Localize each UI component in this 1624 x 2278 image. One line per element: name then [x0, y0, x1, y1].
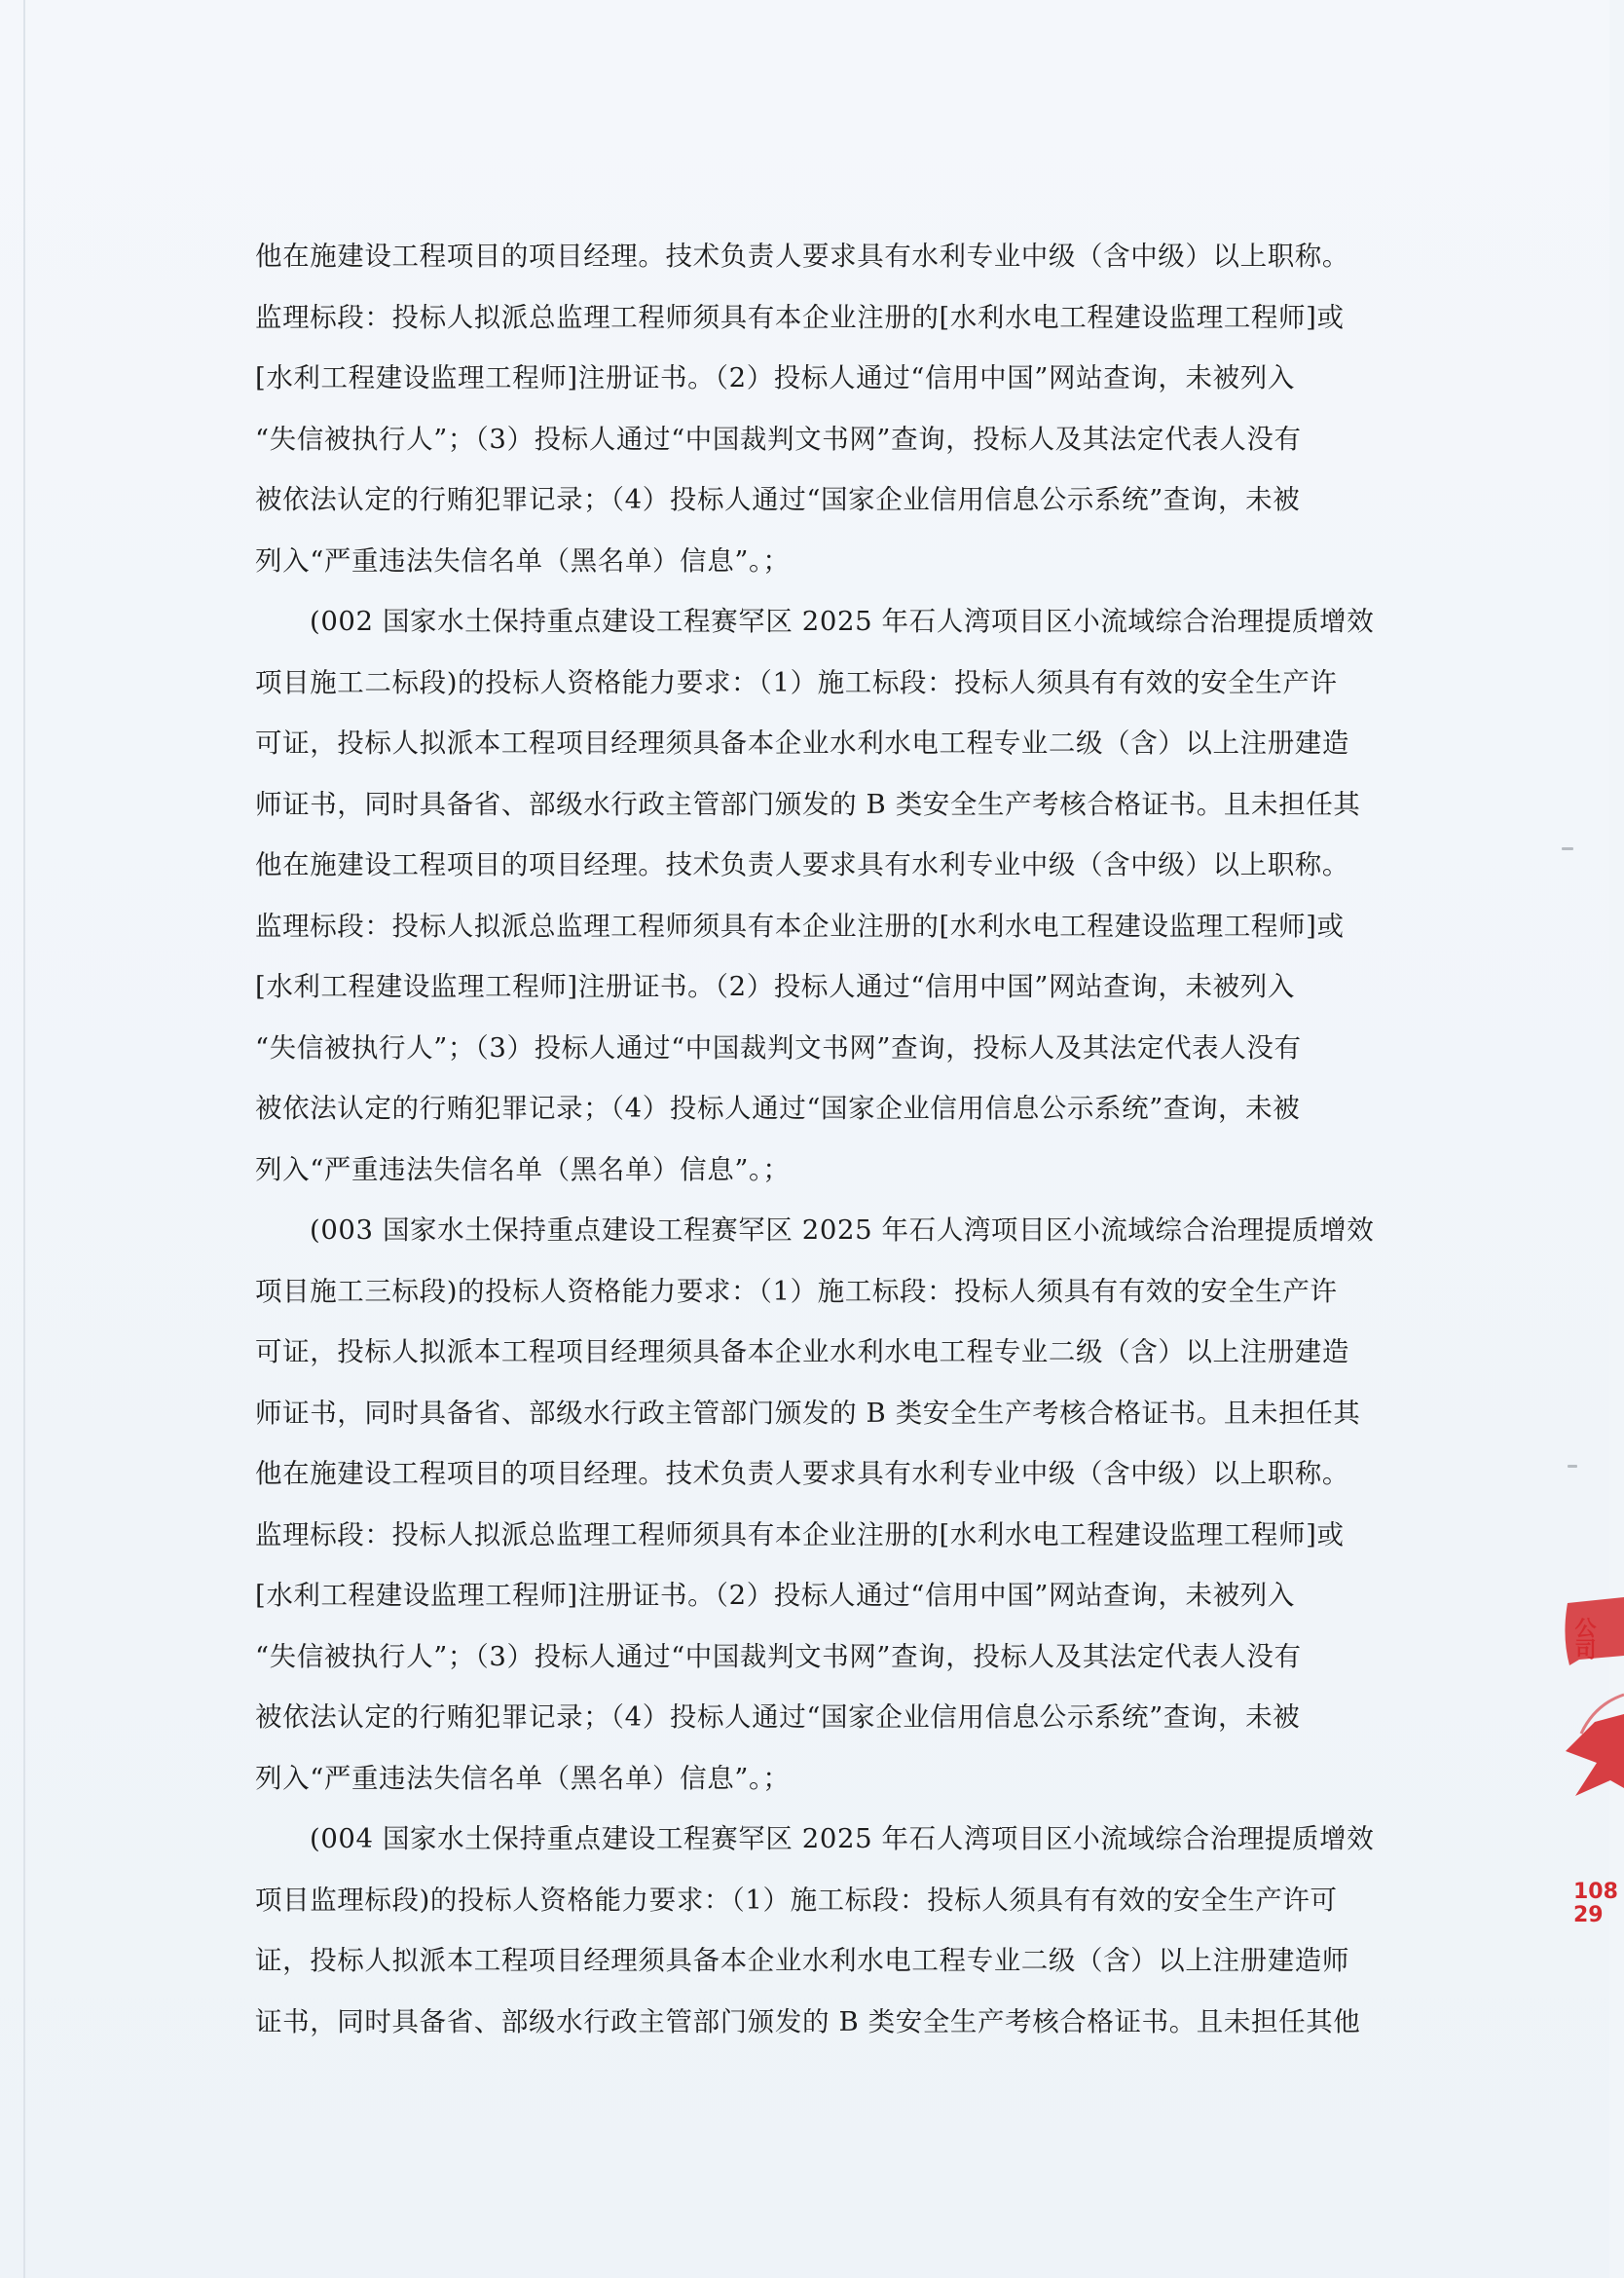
- text-line: “失信被执行人”；（3）投标人通过“中国裁判文书网”查询，投标人及其法定代表人没有: [255, 423, 1302, 455]
- text-line: 项目施工二标段)的投标人资格能力要求：（1）施工标段：投标人须具有有效的安全生产许: [255, 666, 1338, 698]
- text-line: 项目施工三标段)的投标人资格能力要求：（1）施工标段：投标人须具有有效的安全生产许: [255, 1275, 1338, 1307]
- scan-speck: [1568, 1465, 1577, 1468]
- text-line: 监理标段：投标人拟派总监理工程师须具有本企业注册的[水利水电工程建设监理工程师]或: [255, 301, 1345, 333]
- text-line: 证，投标人拟派本工程项目经理须具备本企业水利水电工程专业二级（含）以上注册建造师: [255, 1945, 1349, 1976]
- document-body: [255, 226, 1375, 2052]
- text-line: 可证，投标人拟派本工程项目经理须具备本企业水利水电工程专业二级（含）以上注册建造: [255, 728, 1349, 759]
- paragraph-first-line: (004 国家水土保持重点建设工程赛罕区 2025 年石人湾项目区小流域综合治理提质增效: [310, 1823, 1375, 1854]
- text-line: 他在施建设工程项目的项目经理。技术负责人要求具有水利专业中级（含中级）以上职称。: [255, 1458, 1349, 1489]
- seal-number-bottom: 29: [1573, 1903, 1604, 1927]
- text-line: 列入“严重违法失信名单（黑名单）信息”。；: [255, 544, 791, 577]
- text-line: 被依法认定的行贿犯罪记录；（4）投标人通过“国家企业信用信息公示系统”查询，未被: [255, 1093, 1301, 1124]
- paragraph-first-line: (002 国家水土保持重点建设工程赛罕区 2025 年石人湾项目区小流域综合治理提质增效: [310, 606, 1375, 637]
- text-line: 列入“严重违法失信名单（黑名单）信息”。；: [255, 1762, 791, 1794]
- scan-edge-line: [23, 0, 25, 2278]
- text-line: [水利工程建设监理工程师]注册证书。（2）投标人通过“信用中国”网站查询，未被列入: [255, 362, 1295, 393]
- text-line: [水利工程建设监理工程师]注册证书。（2）投标人通过“信用中国”网站查询，未被列入: [255, 1580, 1295, 1611]
- text-line: 他在施建设工程项目的项目经理。技术负责人要求具有水利专业中级（含中级）以上职称。: [255, 241, 1349, 272]
- text-line: 被依法认定的行贿犯罪记录；（4）投标人通过“国家企业信用信息公示系统”查询，未被: [255, 1701, 1301, 1733]
- text-line: 列入“严重违法失信名单（黑名单）信息”。；: [255, 1153, 791, 1185]
- seal-number-top: 108: [1573, 1880, 1618, 1904]
- text-line: 师证书，同时具备省、部级水行政主管部门颁发的 B 类安全生产考核合格证书。且未担任其: [255, 788, 1361, 820]
- text-line: 他在施建设工程项目的项目经理。技术负责人要求具有水利专业中级（含中级）以上职称。: [255, 849, 1349, 880]
- text-line: 可证，投标人拟派本工程项目经理须具备本企业水利水电工程专业二级（含）以上注册建造: [255, 1336, 1349, 1367]
- text-line: [水利工程建设监理工程师]注册证书。（2）投标人通过“信用中国”网站查询，未被列入: [255, 971, 1295, 1002]
- text-line: 监理标段：投标人拟派总监理工程师须具有本企业注册的[水利水电工程建设监理工程师]或: [255, 910, 1345, 942]
- text-line: “失信被执行人”；（3）投标人通过“中国裁判文书网”查询，投标人及其法定代表人没有: [255, 1640, 1302, 1672]
- text-line: 证书，同时具备省、部级水行政主管部门颁发的 B 类安全生产考核合格证书。且未担任其他: [255, 2005, 1361, 2037]
- text-line: 师证书，同时具备省、部级水行政主管部门颁发的 B 类安全生产考核合格证书。且未担任其: [255, 1397, 1361, 1429]
- scan-speck: [1562, 847, 1573, 850]
- text-line: “失信被执行人”；（3）投标人通过“中国裁判文书网”查询，投标人及其法定代表人没有: [255, 1031, 1302, 1064]
- text-line: 监理标段：投标人拟派总监理工程师须具有本企业注册的[水利水电工程建设监理工程师]或: [255, 1518, 1345, 1550]
- text-line: 被依法认定的行贿犯罪记录；（4）投标人通过“国家企业信用信息公示系统”查询，未被: [255, 484, 1301, 515]
- text-line: 项目监理标段)的投标人资格能力要求：（1）施工标段：投标人须具有有效的安全生产许可: [255, 1884, 1338, 1916]
- paragraph-first-line: (003 国家水土保持重点建设工程赛罕区 2025 年石人湾项目区小流域综合治理提质增效: [310, 1214, 1375, 1246]
- seal-text: 公司: [1571, 1617, 1596, 1660]
